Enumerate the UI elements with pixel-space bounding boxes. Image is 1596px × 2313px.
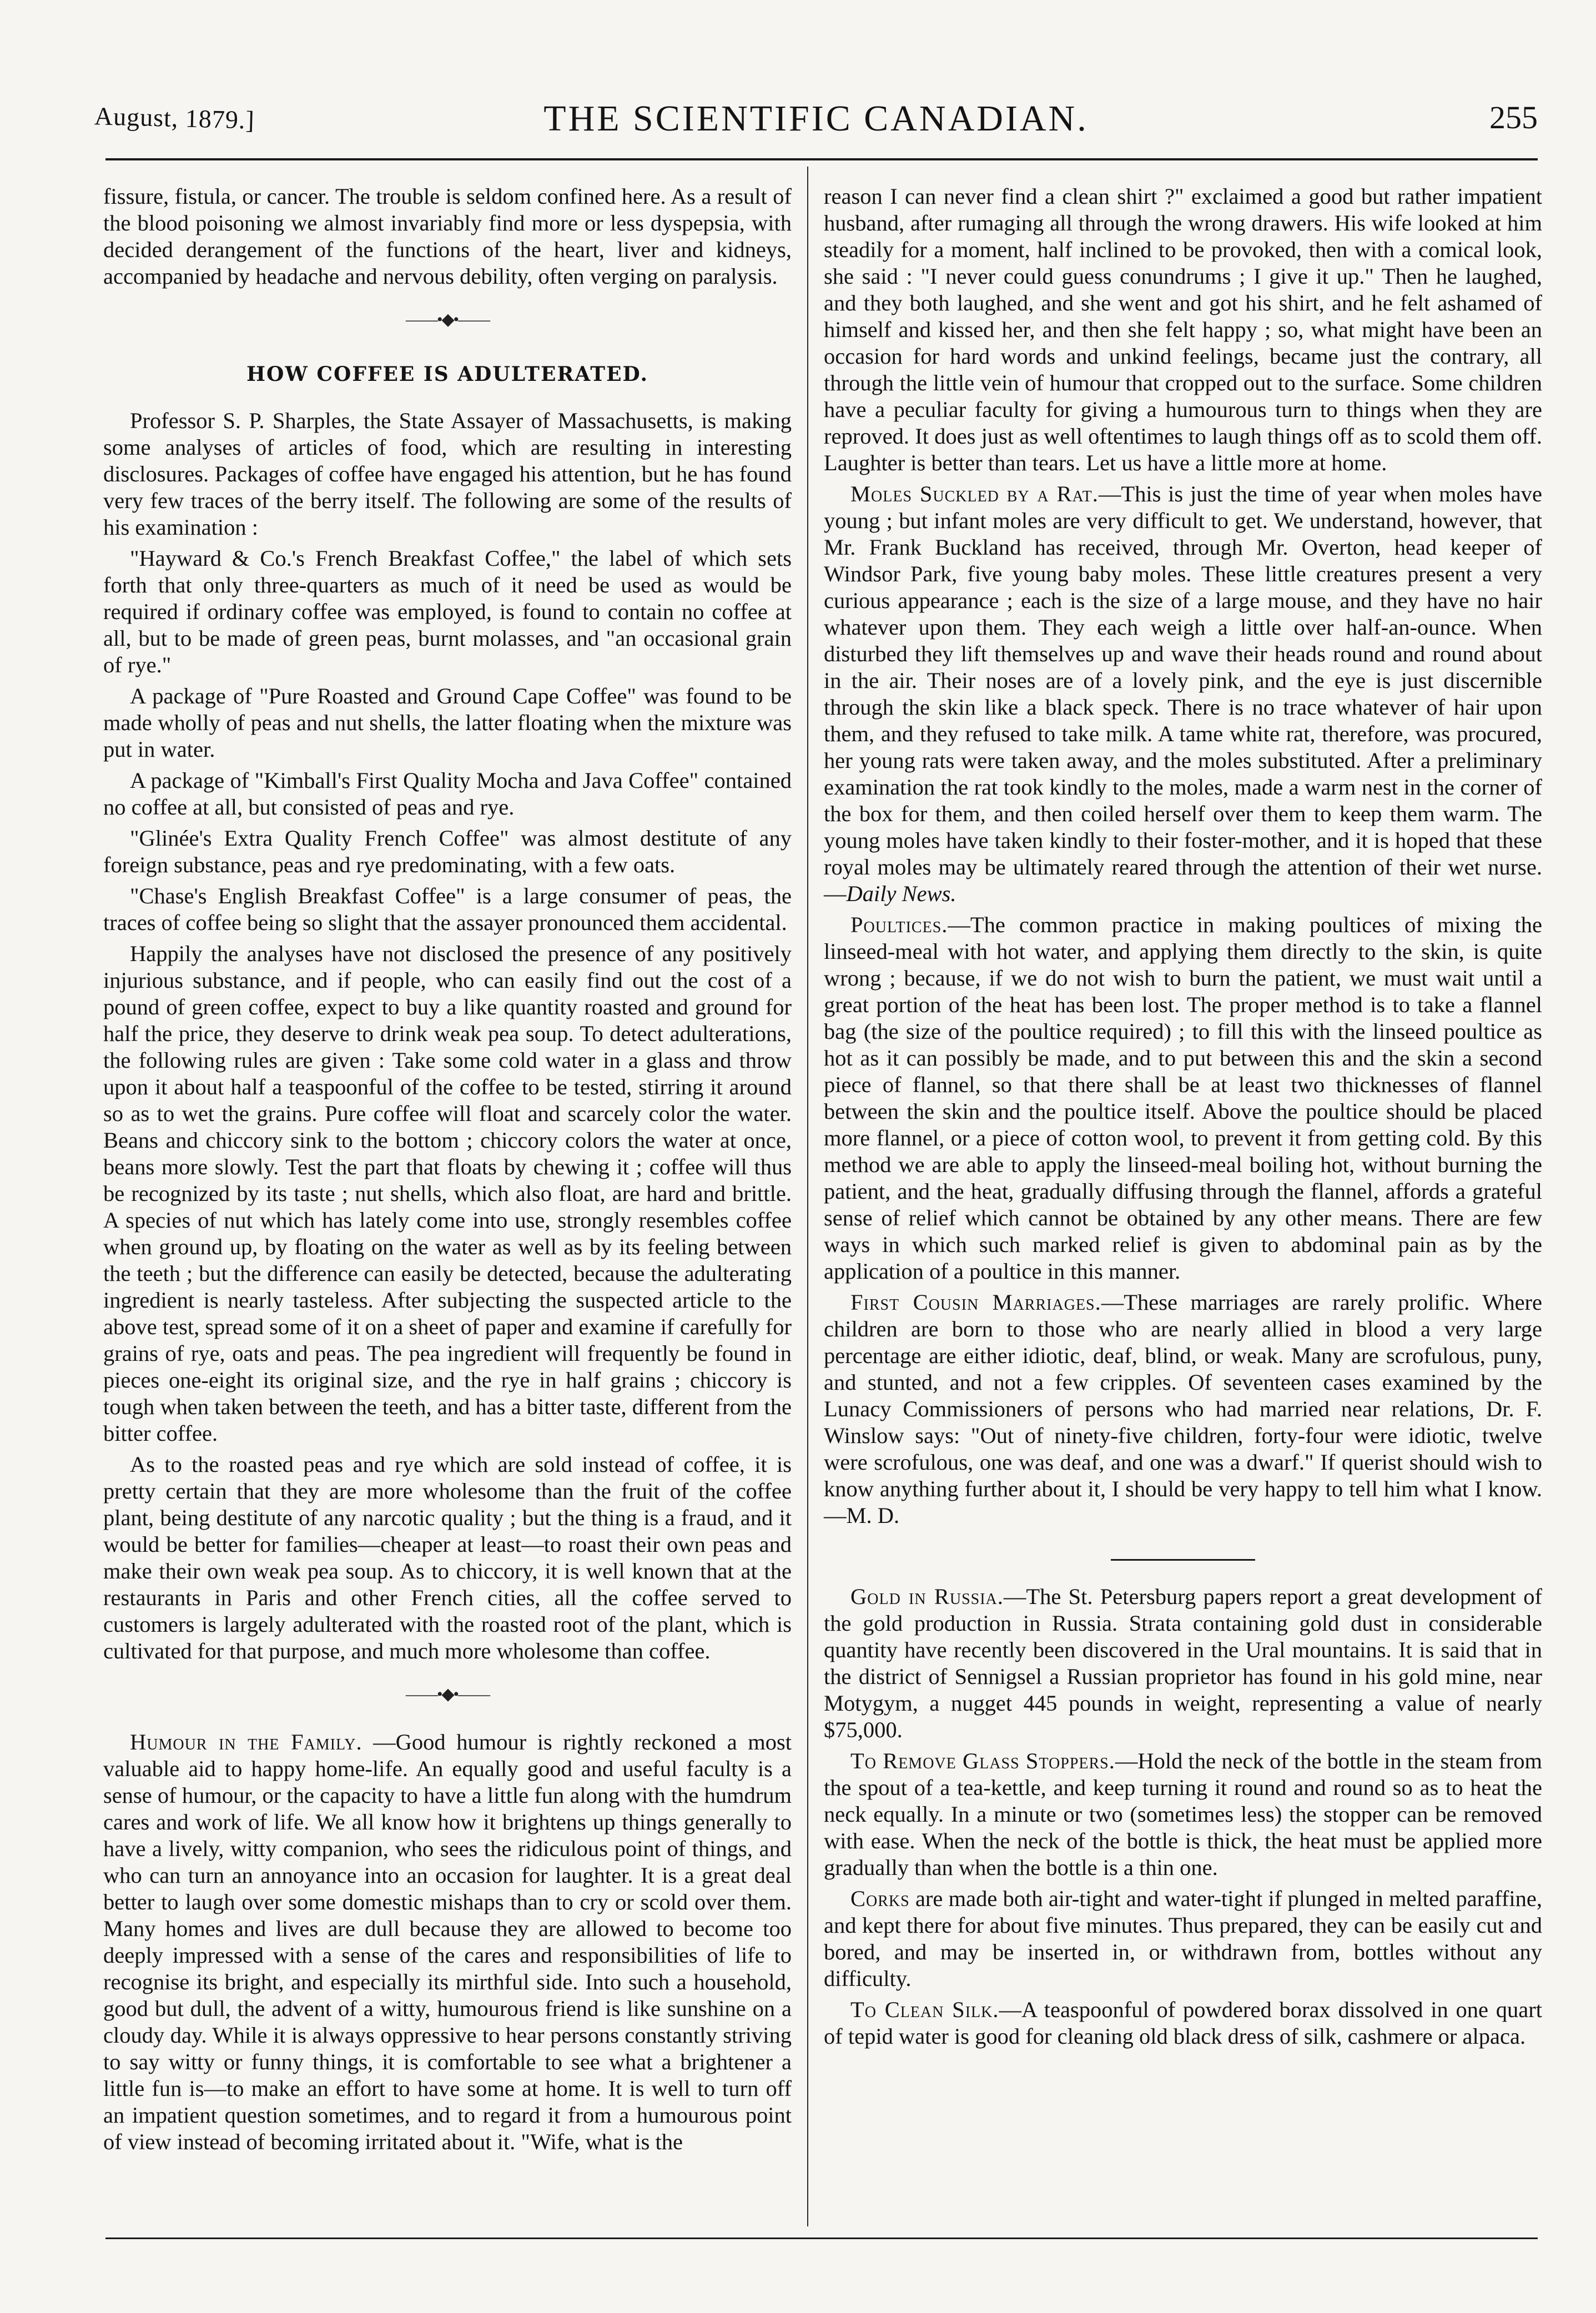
article-text-silk: —A teaspoonful of powdered borax dissolved in one quart of tepid water is good for cleaning old black dress of silk, cashmere or alpaca. <box>824 1997 1542 2049</box>
article-text-humour: —Good humour is rightly reckoned a most valuable aid to happy home-life. An equally good and useful faculty is a sense of humour, or the capacity to have a little fun along with the humdrum cares and work of life. We all know how it brightens up things generally to have a lively, witty companion, who sees the ridiculous point of things, and who can turn an annoyance into an occasion for laughter. It is a great deal better to laugh over some domestic mishaps than to cry or scold over them. Many homes and lives are dull because they are allowed to become too deeply impressed with a sense of the cares and responsibilities of life to recognise its bright, and especially its mirthful side. Into such a household, good but dull, the advent of a witty, humourous friend is like sunshine on a cloudy day. While it is always oppressive to hear persons constantly striving to say witty or funny things, it is comfortable to see what a brightener a little fun is—to make an effort to have some at home. It is well to turn off an impatient question sometimes, and to regard it from a humourous point of view instead of becoming irritated about it. "Wife, what is the <box>103 1729 792 2154</box>
humour-continuation: reason I can never find a clean shirt ?" exclaimed a good but rather impatient husband, after rumaging all through the wrong drawers. His wife looked at him steadily for a moment, half inclined to be provoked, then with a comical look, she said : "I never could guess conundrums ; I give it up." Then he laughed, and they both laughed, and she went and got his shirt, and he felt ashamed of himself and kissed her, and then she felt happy ; so, what might have been an occasion for hard words and unkind feelings, became just the contrary, all through the little vein of humour that cropped out to the surface. Some children have a peculiar faculty for giving a humourous turn to things when they are reproved. It does just as well oftentimes to laugh things off as to scold them off. Laughter is better than tears. Let us have a little more at home. <box>824 184 1542 475</box>
coffee-paragraph: Professor S. P. Sharples, the State Assayer of Massachusetts, is making some analyses of articles of food, which are resulting in interesting disclosures. Packages of coffee have engaged his attention, but he has found very few traces of the berry itself. The following are some of the results of his examination : <box>103 408 792 540</box>
article-lead-humour: Humour in the Family. <box>130 1729 363 1754</box>
header-rule <box>105 158 1538 160</box>
article-text-cousin: —These marriages are rarely prolific. Where children are born to those who are nearly allied in blood a very large percentage are either idiotic, deaf, blind, or weak. Many are scrofulous, puny, and stunted, and not a few cripples. Of seventeen cases examined by the Lunacy Commissioners of persons who had married near relations, Dr. F. Winslow says: "Out of ninety-five children, forty-four were idiotic, twelve were scrofulous, one was deaf, and one was a dwarf." If querist should wish to know anything further about it, I should be very happy to tell him what I know.—M. D. <box>824 1290 1543 1528</box>
article-poultices <box>824 912 1542 1285</box>
coffee-paragraph: "Hayward & Co.'s French Breakfast Coffee," the label of which sets forth that only three-quarters as much of it need be used as would be required if ordinary coffee was employed, is found to contain no coffee at all, but to be made of green peas, burnt molasses, and "an occasional grain of rye." <box>103 546 792 677</box>
right-column <box>824 183 1542 2054</box>
issue-date: August, 1879.] <box>94 102 255 134</box>
article-silk <box>824 1997 1542 2050</box>
section-ornament: ——•◆•—— <box>405 310 490 329</box>
coffee-paragraph: Happily the analyses have not disclosed the presence of any positively injurious substance, and if people, who can easily find out the cost of a pound of green coffee, expect to buy a like quantity roasted and ground for half the price, they deserve to drink weak pea soup. To detect adulterations, the following rules are given : Take some cold water in a glass and throw upon it about half a teaspoonful of the coffee to be tested, stirring it around so as to wet the grains. Pure coffee will float and scarcely color the water. Beans and chiccory sink to the bottom ; chiccory colors the water at once, beans more slowly. Test the part that floats by chewing it ; coffee will thus be recognized by its taste ; nut shells, which also float, are hard and brittle. A species of nut which has lately come into use, strongly resembles coffee when ground up, by floating on the water as well as by its feeling between the teeth ; but the difference can easily be detected, because the adulterating ingredient is nearly tasteless. After subjecting the suspected article to the above test, spread some of it on a sheet of paper and examine if carefully for grains of rye, oats and peas. The pea ingredient will frequently be found in pieces one-eight its original size, and the rye in half grains ; chiccory is tough when taken between the teeth, and has a bitter taste, different from the bitter coffee. <box>103 941 792 1446</box>
coffee-paragraph: "Glinée's Extra Quality French Coffee" was almost destitute of any foreign substance, peas and rye predominating, with a few oats. <box>103 826 792 877</box>
continued-paragraph: fissure, fistula, or cancer. The trouble is seldom confined here. As a result of the blood poisoning we almost invariably find more or less dyspepsia, with decided derangement of the functions of the heart, liver and kidneys, accompanied by headache and nervous debility, often verging on paralysis. <box>103 184 792 289</box>
coffee-paragraph: As to the roasted peas and rye which are sold instead of coffee, it is pretty certain that they are more wholesome than the fruit of the coffee plant, being destitute of any narcotic quality ; but the thing is a fraud, and it would be better for families—cheaper at least—to roast their own peas and make their own weak pea soup. As to chiccory, it is well known that at the restaurants in Paris and other French cities, all the coffee served to customers is largely adulterated with the roasted root of the plant, which is cultivated for that purpose, and much more wholesome than coffee. <box>103 1452 792 1663</box>
coffee-paragraph: A package of "Kimball's First Quality Mocha and Java Coffee" contained no coffee at all, but consisted of peas and rye. <box>103 768 792 819</box>
article-source: Daily News. <box>846 881 956 906</box>
article-lead-corks: Corks <box>850 1886 910 1911</box>
article-gold <box>824 1583 1542 1743</box>
article-text-corks: are made both air-tight and water-tight if plunged in melted paraffine, and kept there for about five minutes. Thus prepared, they can be easily cut and bored, and may be inserted in, or withdrawn from, bottles without any difficulty. <box>824 1886 1542 1991</box>
article-glass-stoppers <box>824 1748 1542 1881</box>
coffee-paragraph: A package of "Pure Roasted and Ground Cape Coffee" was found to be made wholly of peas and nut shells, the latter floating when the mixture was put in water. <box>103 683 792 762</box>
article-lead-cousin: First Cousin Marriages. <box>850 1290 1101 1315</box>
article-corks <box>824 1885 1542 1992</box>
footer-rule <box>105 2237 1538 2239</box>
article-text-poultices: —The common practice in making poultices of mixing the linseed-meal with hot water, and applying them directly to the skin, is quite wrong ; because, if we do not wish to burn the patient, we must wait until a great portion of the heat has been lost. The proper method is to take a flannel bag (the size of the poultice required) ; to fill this with the linseed poultice as hot as it can possibly be made, and to put between this and the skin a second piece of flannel, so that there shall be at least two thicknesses of flannel between the skin and the poultice itself. Above the poultice should be placed more flannel, or a piece of cotton wool, to prevent it from getting cold. By this method we are able to apply the linseed-meal boiling hot, without burning the patient, and the heat, gradually diffusing through the flannel, affords a grateful sense of relief which cannot be obtained by any other means. There are few ways in which such marked relief is given to abdominal pain as by the application of a poultice in this manner. <box>824 912 1542 1284</box>
article-lead-moles: Moles Suckled by a Rat. <box>850 481 1099 506</box>
article-text-glass: —Hold the neck of the bottle in the steam from the spout of a tea-kettle, and keep turning it round and round so as to heat the neck equally. In a minute or two (sometimes less) the stopper can be removed with ease. When the neck of the bottle is thick, the heat must be applied more gradually than when the bottle is a thin one. <box>824 1748 1542 1880</box>
column-divider <box>807 167 808 2226</box>
article-humour <box>103 1729 792 2155</box>
article-lead-silk: To Clean Silk. <box>850 1997 999 2022</box>
article-heading-coffee: HOW COFFEE IS ADULTERATED. <box>246 363 648 386</box>
section-divider <box>824 1540 1542 1567</box>
article-lead-glass: To Remove Glass Stoppers. <box>850 1748 1115 1773</box>
left-column <box>103 183 792 2160</box>
article-moles <box>824 481 1542 907</box>
article-cousin-marriages <box>824 1289 1542 1529</box>
article-lead-gold: Gold in Russia. <box>850 1584 1004 1609</box>
section-ornament: ——•◆•—— <box>405 1685 490 1703</box>
page-header <box>89 93 1543 154</box>
article-lead-poultices: Poultices. <box>850 912 948 937</box>
article-text-gold: —The St. Petersburg papers report a great development of the gold production in Russia. Strata containing gold dust in considerable quantity have recently been discovered in the Ural mountains. It is said that in the district of Sennigsel a Russian proprietor has found in his gold mine, near Motygym, a nugget 445 pounds in weight, representing a value of nearly $75,000. <box>824 1584 1542 1742</box>
article-text-moles: —This is just the time of year when moles have young ; but infant moles are very difficult to get. We understand, however, that Mr. Frank Buckland has received, through Mr. Overton, head keeper of Windsor Park, five young baby moles. These little creatures present a very curious appearance ; each is the size of a large mouse, and they have no hair whatever upon them. They each weigh a little over half-an-ounce. When disturbed they lift themselves up and wave their heads round and round about in the air. Their noses are of a lovely pink, and the eye is just discernible through the skin like a black speck. There is no trace whatever of hair upon them, and they refused to take milk. A tame white rat, therefore, was procured, her young rats were taken away, and the moles substituted. After a preliminary examination the rat took kindly to the moles, made a warm nest in the corner of the box for them, and then coiled herself over them to keep them warm. The young moles have taken kindly to their foster-mother, and it is hoped that these royal moles may be ultimately reared through the attention of their wet nurse.— <box>824 481 1542 906</box>
page-number: 255 <box>1489 99 1538 135</box>
coffee-paragraph: "Chase's English Breakfast Coffee" is a large consumer of peas, the traces of coffee being so slight that the assayer pronounced them accidental. <box>103 883 792 935</box>
journal-title: THE SCIENTIFIC CANADIAN. <box>543 98 1089 139</box>
